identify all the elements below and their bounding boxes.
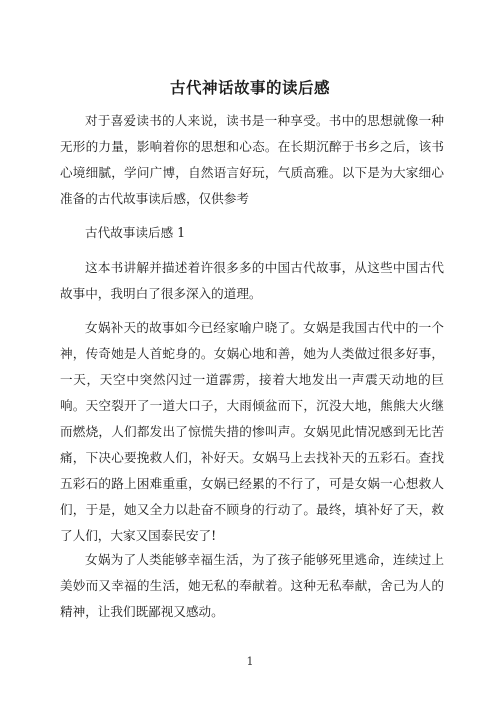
intro-paragraph: 对于喜爱读书的人来说，读书是一种享受。书中的思想就像一种无形的力量，影响着你的思想和心态。在长期沉醉于书乡之后，该书心境细腻，学问广博，自然语言好玩，气质高雅。以下是为大家细心准备的古代故事读后感，仅供参考 — [60, 113, 444, 206]
paragraph-2: 这本书讲解并描述着许很多多的中国古代故事，从这些中国古代故事中，我明白了很多深入的道理。 — [60, 260, 444, 301]
page-number: 1 — [246, 655, 254, 668]
paragraph-4: 女娲为了人类能够幸福生活，为了孩子能够死里逃命，连续过上美妙而又幸福的生活，她无私的奉献着。这种无私奉献，舍己为人的精神，让我们既鄙视又感动。 — [60, 552, 444, 619]
section-heading: 古代故事读后感 1 — [85, 225, 186, 240]
document-title: 古代神话故事的读后感 — [169, 79, 330, 97]
paragraph-3: 女娲补天的故事如今已经家喻户晓了。女娲是我国古代中的一个神，传奇她是人首蛇身的。女娲心地和善，她为人类做过很多好事，一天，天空中突然闪过一道霹雳，接着大地发出一声震天动地的巨响。天空裂开了一道大口子，大雨倾盆而下，沉没大地，熊熊大火继而燃烧，人们都发出了惊慌失措的惨叫声。女娲见此情况感到无比苦痛，下决心要挽救人们，补好天。女娲马上去找补天的五彩石。查找五彩石的路上困难重重，女娲已经累的不行了，可是女娲一心想救人们，于是，她又全力以赴奋不顾身的行动了。最终，填补好了天，救了人们，大家又国泰民安了! — [60, 320, 444, 543]
